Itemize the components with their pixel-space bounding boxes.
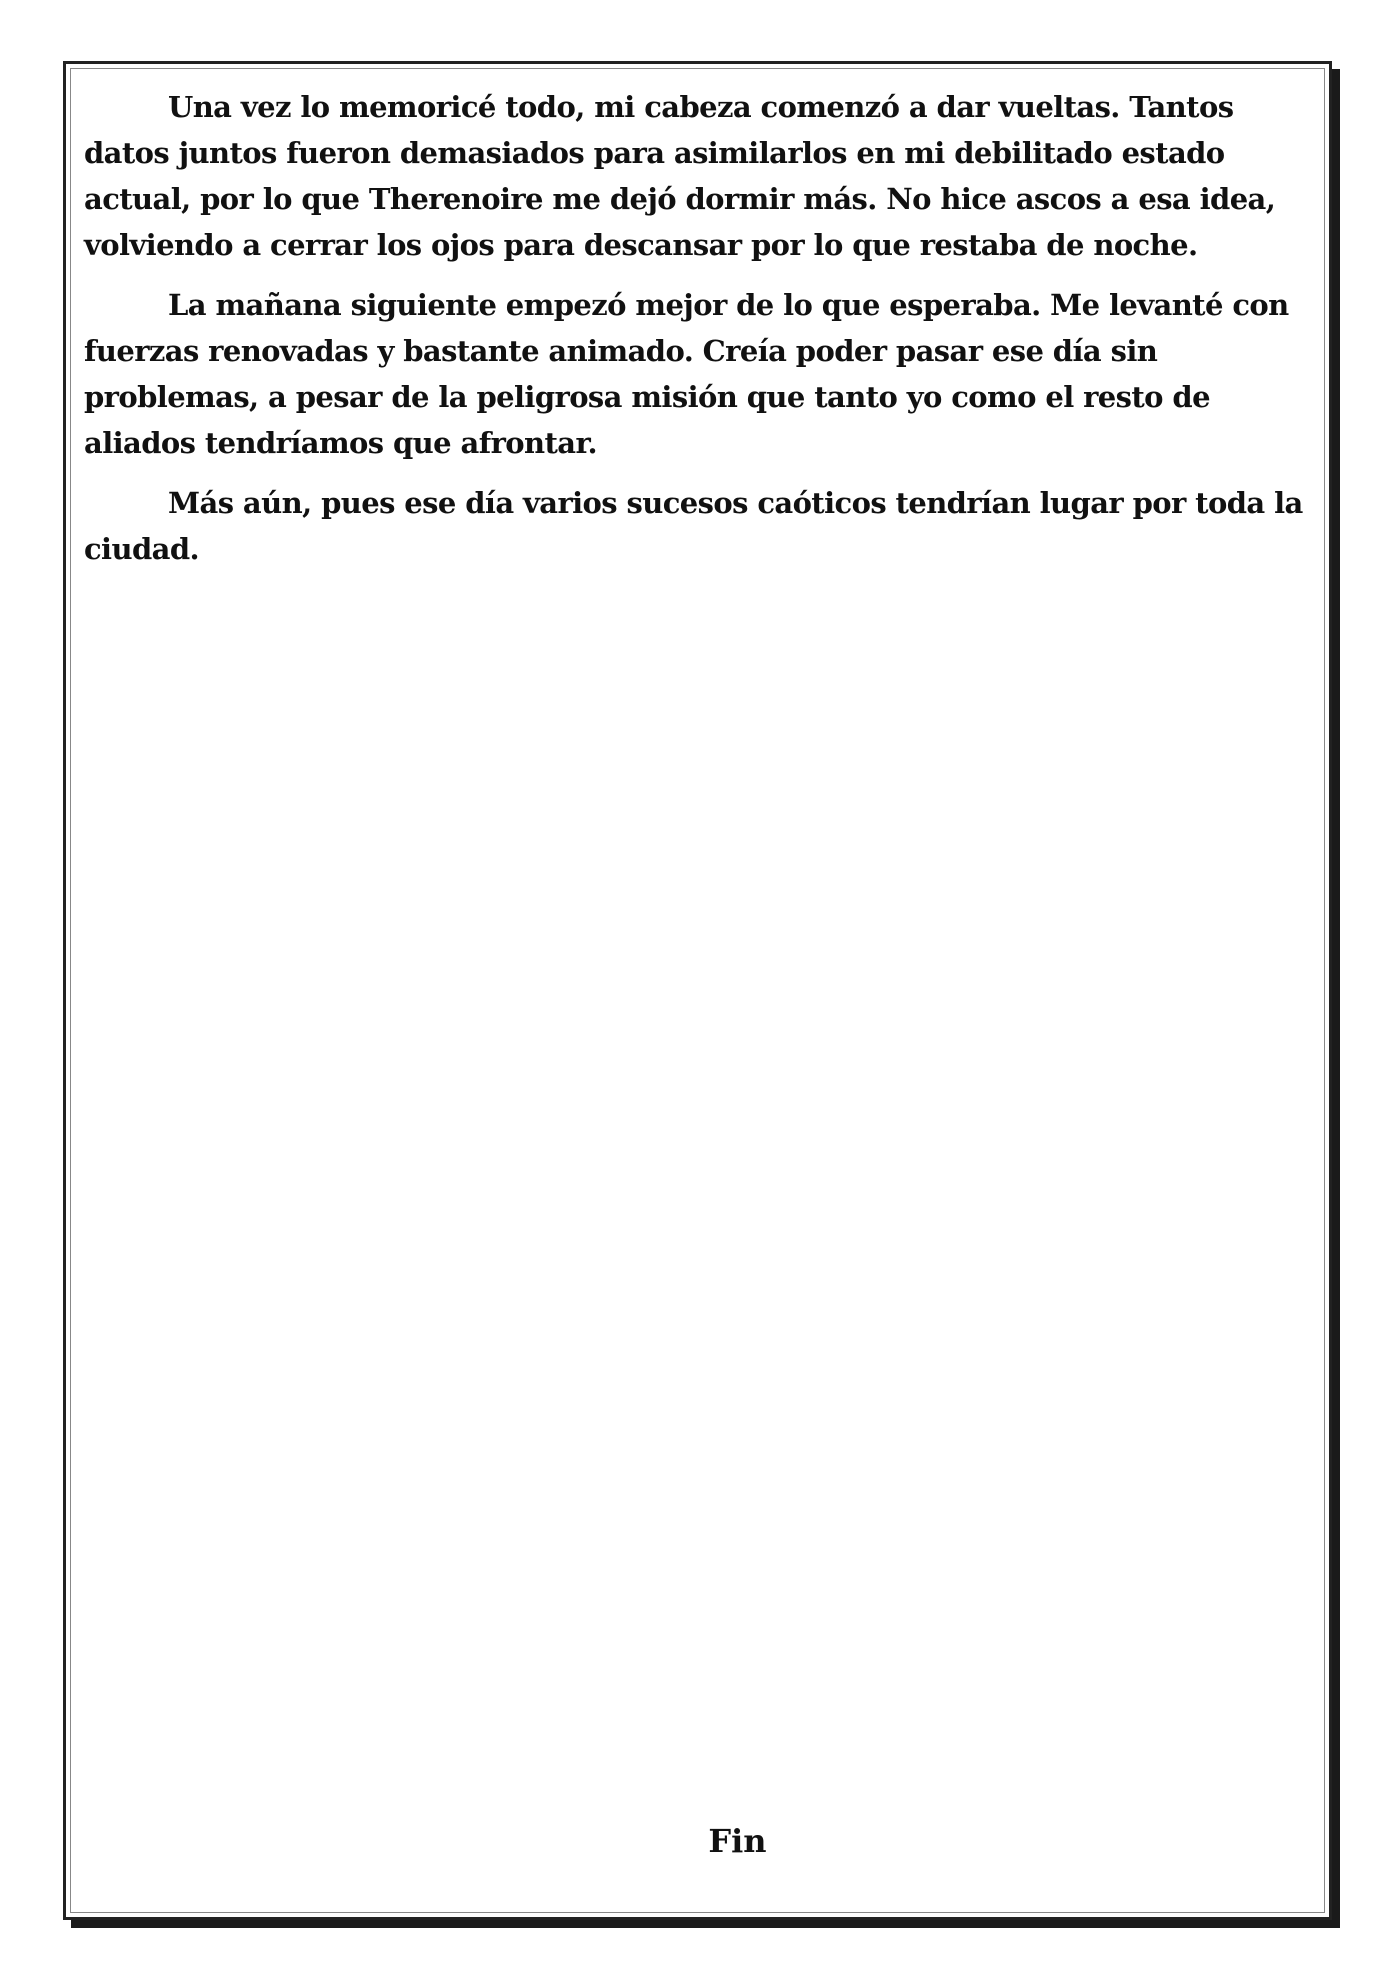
page-frame xyxy=(63,61,1332,1920)
body-text xyxy=(84,84,1315,586)
paragraph-3: Más aún, pues ese día varios sucesos caóticos tendrían lugar por toda la ciudad. xyxy=(84,486,1303,566)
ending-label: Fin xyxy=(708,1822,767,1860)
paragraph-2: La mañana siguiente empezó mejor de lo que esperaba. Me levanté con fuerzas renovadas y bastante animado. Creía poder pasar ese día sin problemas, a pesar de la peligrosa misión que tanto yo como el resto de aliados tendríamos que afrontar. xyxy=(84,288,1289,460)
paragraph-1: Una vez lo memoricé todo, mi cabeza comenzó a dar vueltas. Tantos datos juntos fueron demasiados para asimilarlos en mi debilitado estado actual, por lo que Therenoire me dejó dormir más. No hice ascos a esa idea, volviendo a cerrar los ojos para descansar por lo que restaba de noche. xyxy=(84,90,1276,262)
